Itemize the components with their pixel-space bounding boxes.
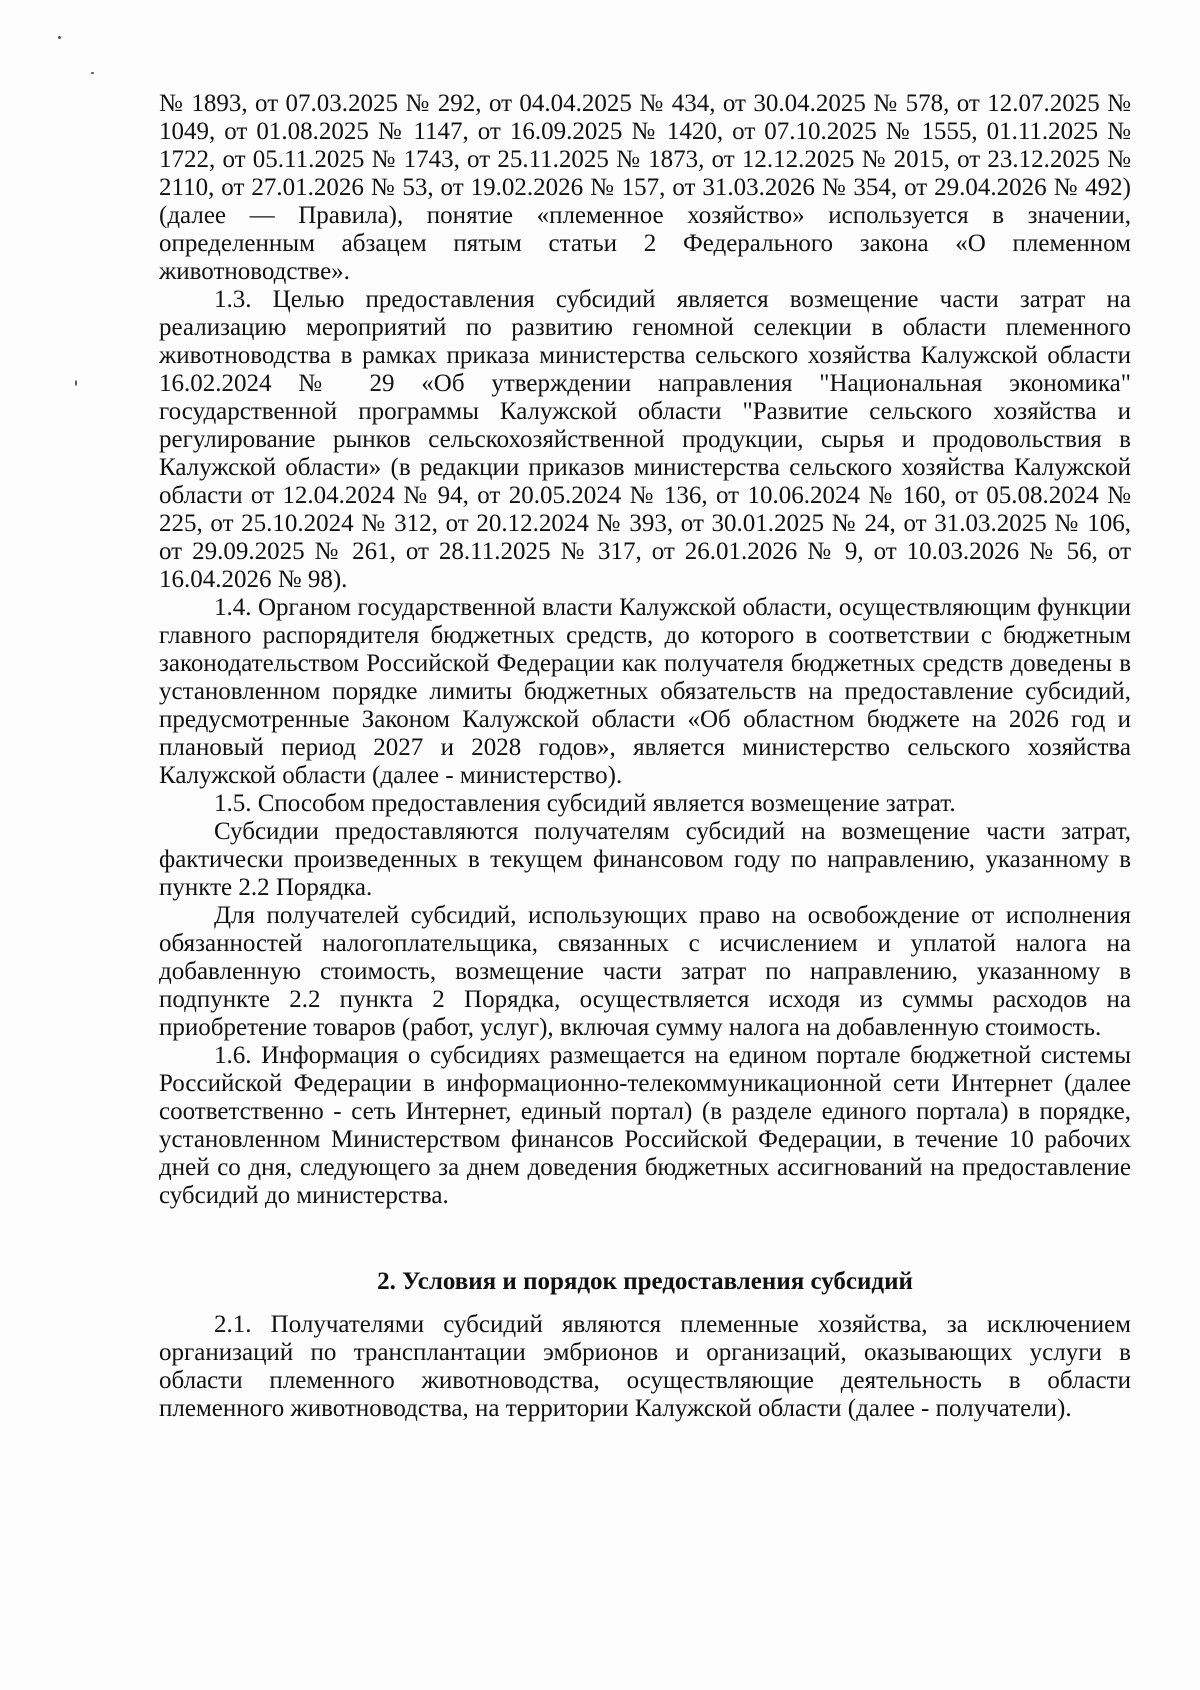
- scan-speck: [58, 36, 61, 39]
- body-text-bottom: [159, 1311, 1131, 1423]
- paragraph-2-1: 2.1. Получателями субсидий являются племенные хозяйства, за исключением организаций по трансплантации эмбрионов и организаций, оказывающих услуги в области племенного животноводства, осуществляющие деятельность в области племенного животноводства, на территории Калужской области (далее - получатели).: [159, 1311, 1131, 1422]
- paragraph-1-3: 1.3. Целью предоставления субсидий является возмещение части затрат на реализацию мероприятий по развитию геномной селекции в области племенного животноводства в рамках приказа министерства сельского хозяйства Калужской области 16.02.2024 № 29 «Об утверждении направления "Национальная экономика" государственной программы Калужской области "Развитие сельского хозяйства и регулирование рынков сельскохозяйственной продукции, сырья и продовольствия в Калужской области» (в редакции приказов министерства сельского хозяйства Калужской области от 12.04.2024 № 94, от 20.05.2024 № 136, от 10.06.2024 № 160, от 05.08.2024 № 225, от 25.10.2024 № 312, от 20.12.2024 № 393, от 30.01.2025 № 24, от 31.03.2025 № 106, от 29.09.2025 № 261, от 28.11.2025 № 317, от 26.01.2026 № 9, от 10.03.2026 № 56, от 16.04.2026 № 98).: [159, 286, 1131, 593]
- scan-speck: [75, 380, 77, 386]
- paragraph-1-5: 1.5. Способом предоставления субсидий является возмещение затрат.: [214, 790, 956, 817]
- paragraph-1-4: 1.4. Органом государственной власти Калужской области, осуществляющим функции главного распорядителя бюджетных средств, до которого в соответствии с бюджетным законодательством Российской Федерации как получателя бюджетных средств доведены в установленном порядке лимиты бюджетных обязательств на предоставление субсидий, предусмотренные Законом Калужской области «Об областном бюджете на 2026 год и плановый период 2027 и 2028 годов», является министерство сельского хозяйства Калужской области (далее - министерство).: [159, 594, 1131, 789]
- paragraph-1-5-vat: Для получателей субсидий, использующих право на освобождение от исполнения обязанностей налогоплательщика, связанных с исчислением и уплатой налога на добавленную стоимость, возмещение части затрат по направлению, указанному в подпункте 2.2 пункта 2 Порядка, осуществляется исходя из суммы расходов на приобретение товаров (работ, услуг), включая сумму налога на добавленную стоимость.: [159, 902, 1131, 1041]
- scan-speck: [91, 72, 94, 74]
- paragraph-intro-tail: № 1893, от 07.03.2025 № 292, от 04.04.2025 № 434, от 30.04.2025 № 578, от 12.07.2025 № 1049, от 01.08.2025 № 1147, от 16.09.2025 № 1420, от 07.10.2025 № 1555, 01.11.2025 № 1722, от 05.11.2025 № 1743, от 25.11.2025 № 1873, от 12.12.2025 № 2015, от 23.12.2025 № 2110, от 27.01.2026 № 53, от 19.02.2026 № 157, от 31.03.2026 № 354, от 29.04.2026 № 492) (далее — Правила), понятие «племенное хозяйство» используется в значении, определенным абзацем пятым статьи 2 Федерального закона «О племенном животноводстве».: [159, 90, 1131, 285]
- paragraph-1-5-subsidy: Субсидии предоставляются получателям субсидий на возмещение части затрат, фактически произведенных в текущем финансовом году по направлению, указанному в пункте 2.2 Порядка.: [159, 818, 1131, 901]
- paragraph-1-6: 1.6. Информация о субсидиях размещается на едином портале бюджетной системы Российской Федерации в информационно-телекоммуникационной сети Интернет (далее соответственно - сеть Интернет, единый портал) (в разделе единого портала) в порядке, установленном Министерством финансов Российской Федерации, в течение 10 рабочих дней со дня, следующего за днем доведения бюджетных ассигнований на предоставление субсидий до министерства.: [159, 1042, 1131, 1209]
- section-heading: 2. Условия и порядок предоставления субсидий: [377, 1268, 913, 1295]
- body-text-top: [159, 90, 1131, 1210]
